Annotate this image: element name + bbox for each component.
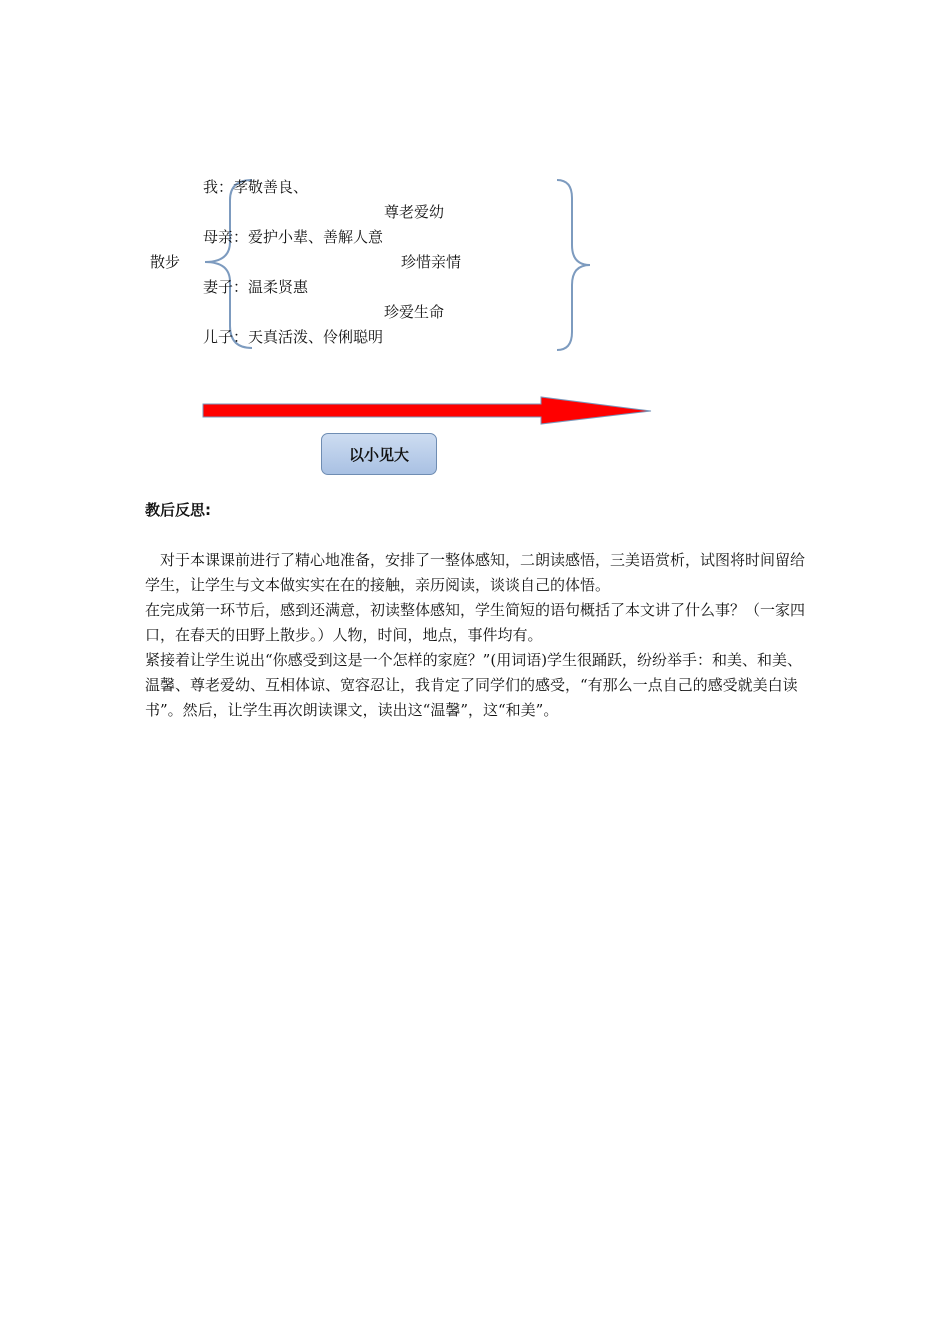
reflection-paragraph-2: 在完成第一环节后，感到还满意，初读整体感知，学生简短的语句概括了本文讲了什么事？（一家四口，在春天的田野上散步。）人物，时间，地点，事件均有。 bbox=[145, 601, 806, 644]
value-cherish-life: 珍爱生命 bbox=[384, 303, 445, 321]
member-son: 儿子：天真活泼、伶俐聪明 bbox=[203, 328, 384, 346]
left-brace bbox=[205, 180, 252, 348]
member-wife: 妻子：温柔贤惠 bbox=[203, 278, 309, 296]
member-me: 我：孝敬善良、 bbox=[203, 178, 309, 196]
summary-button[interactable]: 以小见大 bbox=[321, 433, 437, 475]
right-brace bbox=[557, 180, 590, 350]
reflection-paragraph-1: 对于本课课前进行了精心地准备，安排了一整体感知，二朗读感悟，三美语赏析，试图将时间留给学生，让学生与文本做实实在在的接触，亲历阅读，谈谈自己的体悟。 bbox=[145, 551, 806, 594]
red-arrow bbox=[203, 397, 651, 424]
reflection-body bbox=[145, 548, 810, 723]
reflection-paragraph-3: 紧接着让学生说出“你感受到这是一个怎样的家庭？”(用词语)学生很踊跃，纷纷举手：和美、和美、温馨、尊老爱幼、互相体谅、宽容忍让，我肯定了同学们的感受，“有那么一点自己的感受就美白读书”。然后，让学生再次朗读课文，读出这“温馨”，这“和美”。 bbox=[145, 651, 803, 719]
root-label: 散步 bbox=[150, 253, 181, 271]
reflection-heading: 教后反思: bbox=[145, 501, 211, 519]
member-mother: 母亲：爱护小辈、善解人意 bbox=[203, 228, 384, 246]
value-cherish-family: 珍惜亲情 bbox=[401, 253, 462, 271]
diagram-graphics bbox=[0, 0, 950, 520]
value-respect-elders: 尊老爱幼 bbox=[384, 203, 445, 221]
